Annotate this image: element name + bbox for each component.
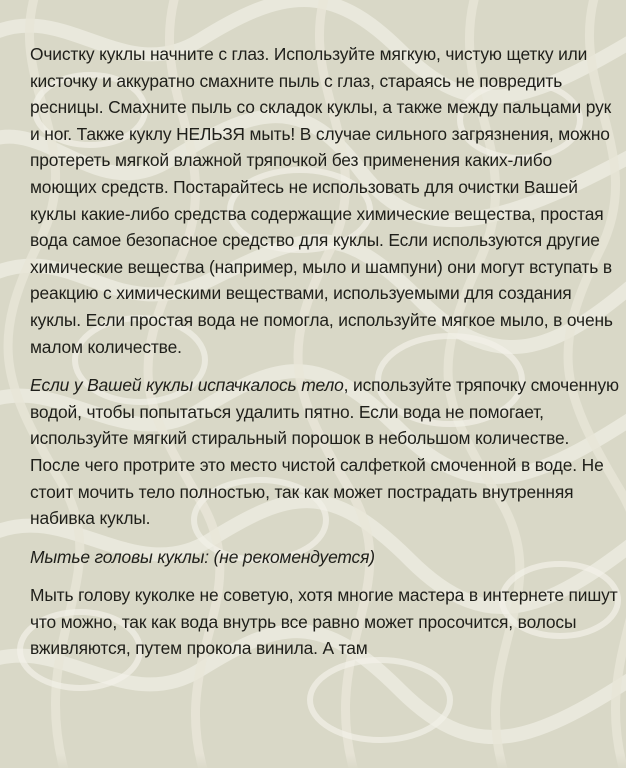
body-dirty-emphasis: Если у Вашей куклы испачкалось тело xyxy=(30,375,344,396)
heading-head-washing: Мытье головы куклы: (не рекомендуется) xyxy=(30,546,375,567)
paragraph-head-washing: Мыть голову куколке не советую, хотя многие мастера в интернете пишут что можно, так как вода внутрь все равно может просочится, волосы вживляются, путем прокола винила. А там xyxy=(30,585,618,659)
paragraph-eye-cleaning: Очистку куклы начните с глаз. Используйте мягкую, чистую щетку или кисточку и аккуратно смахните пыль с глаз, стараясь не повредить ресницы. Смахните пыль со складок куклы, а также между пальцами рук и ног. Также куклу НЕЛЬЗЯ мыть! В случае сильного загрязнения, можно протереть мягкой влажной тряпочкой без применения каких-либо моющих средств. Постарайтесь не использовать для очистки Вашей куклы какие-либо средства содержащие химические вещества, простая вода самое безопасное средство для куклы. Если используются другие химические вещества (например, мыло и шампуни) они могут вступать в реакцию с химическими веществами, используемыми для создания куклы. Если простая вода не помогла, используйте мягкое мыло, в очень малом количестве. xyxy=(30,44,613,357)
body-cleaning-text: , используйте тряпочку смоченную водой, чтобы попытаться удалить пятно. Если вода не помогает, используйте мягкий стиральный порошок в небольшом количестве. После чего протрите это место чистой салфеткой смоченной в воде. Не стоит мочить тело полностью, так как может пострадать внутренняя набивка куклы. xyxy=(30,375,619,529)
bottom-fade xyxy=(0,754,626,768)
document-body xyxy=(30,41,620,674)
paragraph-body-cleaning xyxy=(30,372,620,532)
